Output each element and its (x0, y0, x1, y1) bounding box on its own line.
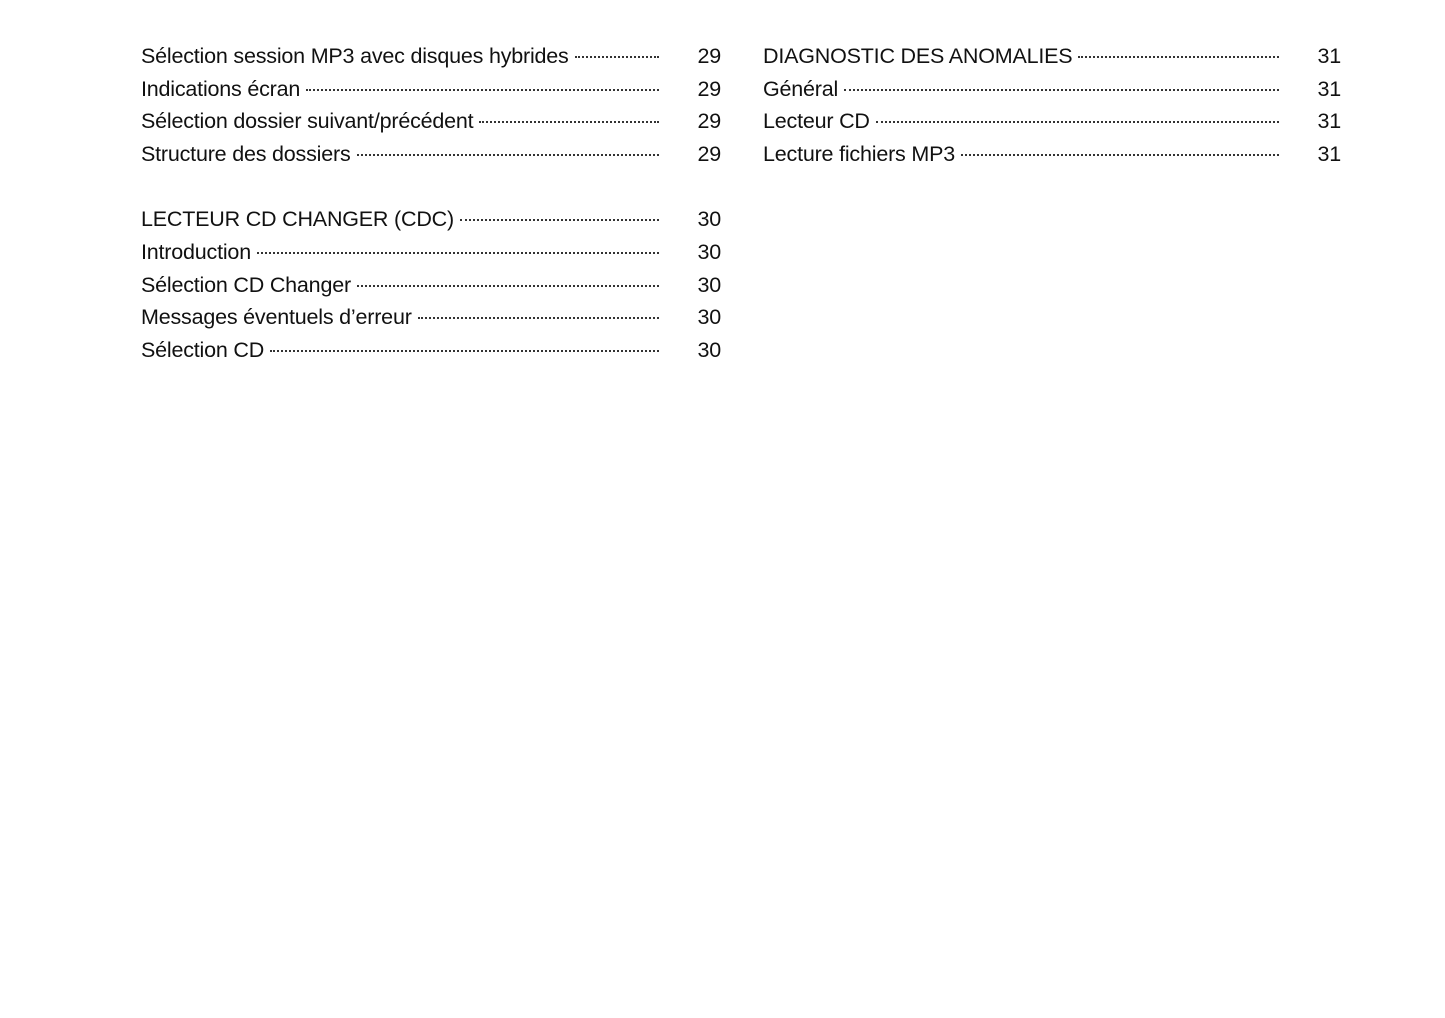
dot-leader (418, 317, 659, 319)
toc-entry[interactable] (141, 334, 721, 367)
toc-entry-title: Sélection session MP3 avec disques hybrides (141, 44, 569, 68)
toc-entry[interactable] (763, 138, 1341, 171)
dot-leader (357, 285, 659, 287)
toc-entry[interactable] (141, 40, 721, 73)
toc-entry-page: 30 (697, 207, 721, 232)
dot-leader (876, 121, 1279, 123)
toc-entry-page: 31 (1317, 76, 1341, 101)
toc-entry-page: 29 (697, 76, 721, 101)
toc-entry-title: Introduction (141, 239, 251, 264)
toc-entry-page: 30 (697, 272, 721, 297)
toc-left-column (141, 40, 721, 399)
toc-entry[interactable] (763, 105, 1341, 138)
toc-entry-title: Sélection dossier suivant/précédent (141, 109, 474, 134)
toc-entry-page: 30 (697, 305, 721, 330)
toc-entry-title: Lecture fichiers MP3 (763, 141, 955, 166)
dot-leader (257, 252, 659, 254)
dot-leader (1078, 56, 1279, 58)
toc-entry-page: 31 (1317, 44, 1341, 68)
dot-leader (961, 154, 1279, 156)
dot-leader (460, 219, 659, 221)
toc-entry[interactable] (141, 236, 721, 269)
toc-right-column (763, 40, 1341, 203)
toc-entry-title: Structure des dossiers (141, 141, 351, 166)
dot-leader (479, 121, 659, 123)
toc-group-mp3 (141, 40, 721, 170)
dot-leader (270, 350, 659, 352)
toc-entry-title: Général (763, 76, 839, 101)
toc-group-diagnostic (763, 40, 1341, 170)
toc-entry[interactable] (141, 105, 721, 138)
toc-entry-title: LECTEUR CD CHANGER (CDC) (141, 207, 454, 232)
toc-entry-title: Indications écran (141, 76, 301, 101)
toc-entry-title: Sélection CD (141, 337, 265, 362)
toc-entry-page: 29 (697, 109, 721, 134)
toc-entry[interactable] (141, 269, 721, 302)
dot-leader (306, 89, 659, 91)
toc-entry-page: 30 (697, 337, 721, 362)
dot-leader (575, 56, 659, 58)
toc-entry-title: Messages éventuels d’erreur (141, 305, 412, 330)
toc-entry[interactable] (141, 73, 721, 106)
toc-entry-page: 30 (697, 239, 721, 264)
toc-entry[interactable] (141, 301, 721, 334)
toc-entry-page: 31 (1317, 109, 1341, 134)
dot-leader (357, 154, 660, 156)
dot-leader (844, 89, 1279, 91)
toc-section-heading[interactable] (141, 203, 721, 236)
toc-entry-page: 29 (697, 44, 721, 68)
toc-entry[interactable] (141, 138, 721, 171)
toc-section-heading[interactable] (763, 40, 1341, 73)
toc-group-cd-changer (141, 203, 721, 366)
toc-entry-title: DIAGNOSTIC DES ANOMALIES (763, 44, 1073, 68)
toc-entry[interactable] (763, 73, 1341, 106)
toc-entry-title: Lecteur CD (763, 109, 870, 134)
toc-entry-page: 31 (1317, 141, 1341, 166)
toc-entry-page: 29 (697, 141, 721, 166)
toc-entry-title: Sélection CD Changer (141, 272, 351, 297)
